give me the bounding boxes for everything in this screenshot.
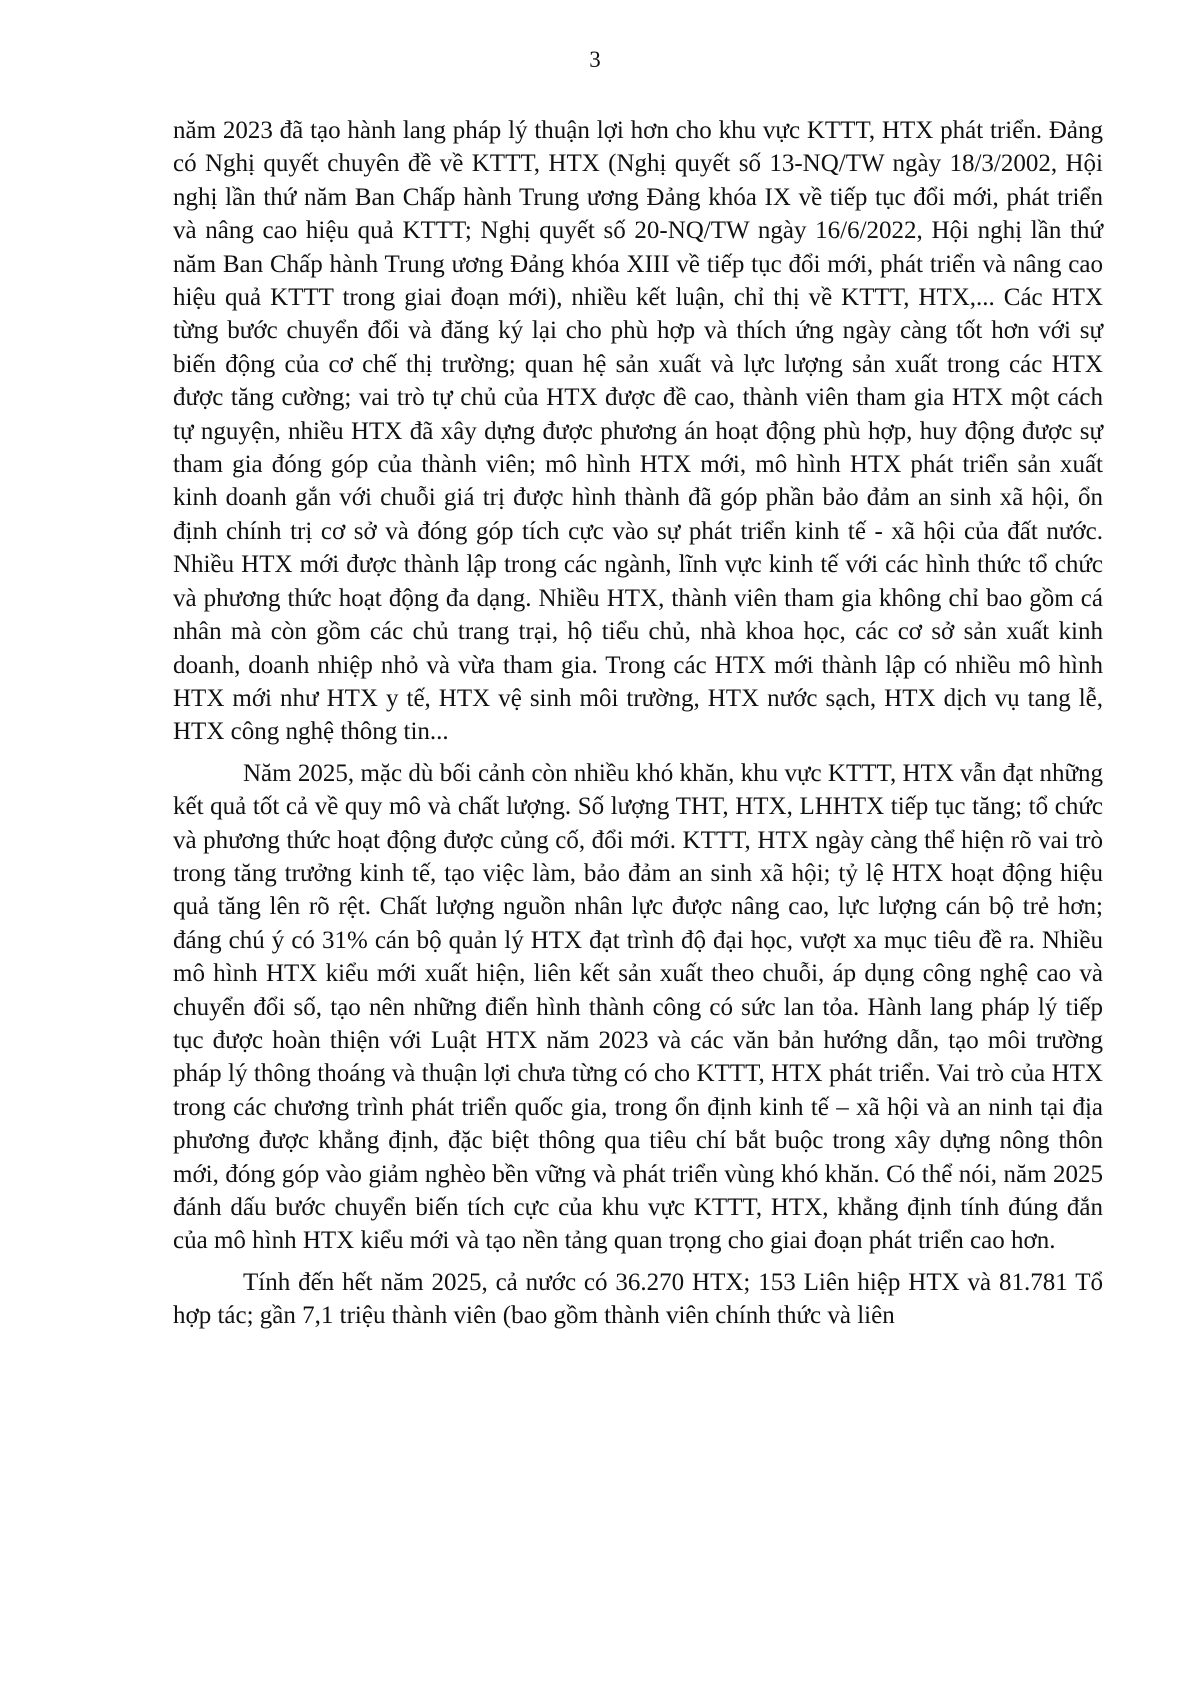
document-body bbox=[173, 114, 1103, 1333]
paragraph-2025-statistics: Tính đến hết năm 2025, cả nước có 36.270 HTX; 153 Liên hiệp HTX và 81.781 Tổ hợp tác; gần 7,1 triệu thành viên (bao gồm thành viên chính thức và liên bbox=[173, 1268, 1103, 1330]
paragraph-continuation: năm 2023 đã tạo hành lang pháp lý thuận lợi hơn cho khu vực KTTT, HTX phát triển. Đảng có Nghị quyết chuyên đề về KTTT, HTX (Nghị quyết số 13-NQ/TW ngày 18/3/2002, Hội nghị lần thứ năm Ban Chấp hành Trung ương Đảng khóa IX về tiếp tục đổi mới, phát triển và nâng cao hiệu quả KTTT; Nghị quyết số 20-NQ/TW ngày 16/6/2022, Hội nghị lần thứ năm Ban Chấp hành Trung ương Đảng khóa XIII về tiếp tục đổi mới, phát triển và nâng cao hiệu quả KTTT trong giai đoạn mới), nhiều kết luận, chỉ thị về KTTT, HTX,... Các HTX từng bước chuyển đổi và đăng ký lại cho phù hợp và thích ứng ngày càng tốt hơn với sự biến động của cơ chế thị trường; quan hệ sản xuất và lực lượng sản xuất trong các HTX được tăng cường; vai trò tự chủ của HTX được đề cao, thành viên tham gia HTX một cách tự nguyện, nhiều HTX đã xây dựng được phương án hoạt động phù hợp, huy động được sự tham gia đóng góp của thành viên; mô hình HTX mới, mô hình HTX phát triển sản xuất kinh doanh gắn với chuỗi giá trị được hình thành đã góp phần bảo đảm an sinh xã hội, ổn định chính trị cơ sở và đóng góp tích cực vào sự phát triển kinh tế - xã hội của đất nước. Nhiều HTX mới được thành lập trong các ngành, lĩnh vực kinh tế với các hình thức tổ chức và phương thức hoạt động đa dạng. Nhiều HTX, thành viên tham gia không chỉ bao gồm cá nhân mà còn gồm các chủ trang trại, hộ tiểu chủ, nhà khoa học, các cơ sở sản xuất kinh doanh, doanh nhiệp nhỏ và vừa tham gia. Trong các HTX mới thành lập có nhiều mô hình HTX mới như HTX y tế, HTX vệ sinh môi trường, HTX nước sạch, HTX dịch vụ tang lễ, HTX công nghệ thông tin... bbox=[173, 117, 1103, 746]
paragraph-2025-overview: Năm 2025, mặc dù bối cảnh còn nhiều khó khăn, khu vực KTTT, HTX vẫn đạt những kết quả tốt cả về quy mô và chất lượng. Số lượng THT, HTX, LHHTX tiếp tục tăng; tổ chức và phương thức hoạt động được củng cố, đổi mới. KTTT, HTX ngày càng thể hiện rõ vai trò trong tăng trưởng kinh tế, tạo việc làm, bảo đảm an sinh xã hội; tỷ lệ HTX hoạt động hiệu quả tăng lên rõ rệt. Chất lượng nguồn nhân lực được nâng cao, lực lượng cán bộ trẻ hơn; đáng chú ý có 31% cán bộ quản lý HTX đạt trình độ đại học, vượt xa mục tiêu đề ra. Nhiều mô hình HTX kiểu mới xuất hiện, liên kết sản xuất theo chuỗi, áp dụng công nghệ cao và chuyển đổi số, tạo nên những điển hình thành công có sức lan tỏa. Hành lang pháp lý tiếp tục được hoàn thiện với Luật HTX năm 2023 và các văn bản hướng dẫn, tạo môi trường pháp lý thông thoáng và thuận lợi chưa từng có cho KTTT, HTX phát triển. Vai trò của HTX trong các chương trình phát triển quốc gia, trong ổn định kinh tế – xã hội và an ninh tại địa phương được khẳng định, đặc biệt thông qua tiêu chí bắt buộc trong xây dựng nông thôn mới, đóng góp vào giảm nghèo bền vững và phát triển vùng khó khăn. Có thể nói, năm 2025 đánh dấu bước chuyển biến tích cực của khu vực KTTT, HTX, khẳng định tính đúng đắn của mô hình HTX kiểu mới và tạo nền tảng quan trọng cho giai đoạn phát triển cao hơn. bbox=[173, 759, 1103, 1255]
page-number: 3 bbox=[589, 47, 601, 72]
